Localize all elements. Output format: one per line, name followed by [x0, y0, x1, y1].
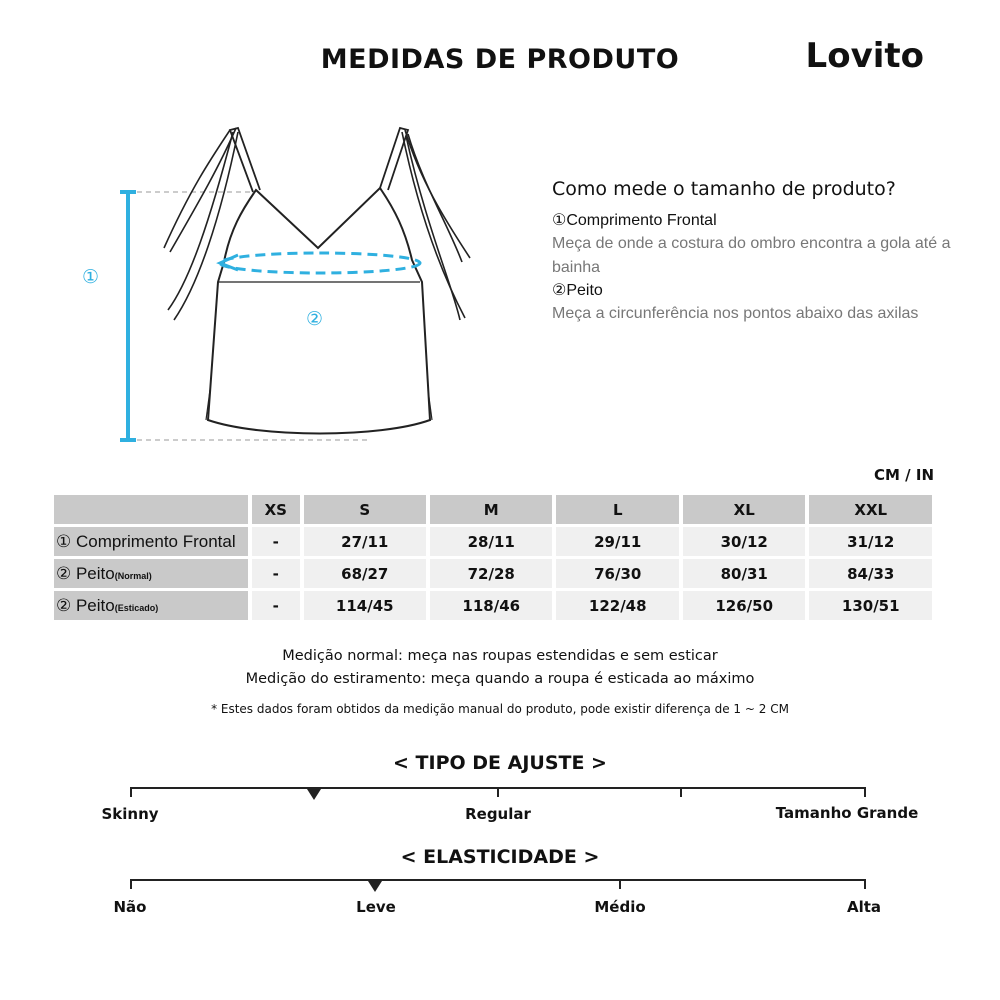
table-cell: 76/30 [556, 559, 678, 588]
row-label-text: ② Peito [56, 563, 115, 583]
elasticity-tick [864, 879, 866, 889]
chest-marker: ② [306, 308, 324, 330]
length-marker: ① [82, 266, 100, 288]
table-cell: - [252, 591, 300, 620]
elasticity-tick [130, 879, 132, 889]
instruction-title-length: ①Comprimento Frontal [552, 212, 717, 229]
instructions-heading: Como mede o tamanho de produto? [552, 178, 896, 200]
row-label [54, 527, 248, 556]
column-header: S [304, 495, 426, 524]
measure-instructions [552, 178, 962, 326]
table-cell: 31/12 [809, 527, 932, 556]
elasticity-label-light: Leve [356, 898, 396, 916]
instruction-title-chest: ②Peito [552, 282, 603, 299]
instruction-desc-length: Meça de onde a costura do ombro encontra a gola até a bainha [552, 235, 951, 276]
table-row [54, 527, 932, 556]
fit-label-skinny: Skinny [101, 805, 159, 823]
table-corner [54, 495, 248, 524]
column-header: XL [683, 495, 805, 524]
garment-illustration [60, 120, 500, 460]
page-title: MEDIDAS DE PRODUTO [320, 44, 680, 75]
note-normal: Medição normal: meça nas roupas estendidas e sem esticar [282, 648, 718, 664]
elasticity-tick [619, 879, 621, 889]
table-cell: 30/12 [683, 527, 805, 556]
table-cell: 27/11 [304, 527, 426, 556]
elasticity-level-pointer [368, 881, 382, 892]
elasticity-label-high: Alta [846, 898, 882, 916]
row-label-sub: (Esticado) [114, 602, 159, 613]
table-cell: 114/45 [304, 591, 426, 620]
table-cell: 28/11 [430, 527, 552, 556]
table-cell: 29/11 [556, 527, 678, 556]
note-stretched: Medição do estiramento: meça quando a roupa é esticada ao máximo [245, 671, 755, 687]
row-label-sub: (Normal) [114, 570, 152, 581]
table-cell: 130/51 [809, 591, 932, 620]
fit-title: < TIPO DE AJUSTE > [393, 752, 607, 774]
table-cell: 118/46 [430, 591, 552, 620]
fit-label-large: Tamanho Grande [775, 804, 919, 822]
brand-logo: Lovito [805, 36, 924, 76]
size-table [50, 492, 936, 623]
row-label [54, 559, 248, 588]
row-label [54, 591, 248, 620]
table-cell: 80/31 [683, 559, 805, 588]
measurement-notes [0, 645, 1000, 691]
column-header: L [556, 495, 678, 524]
fit-level-pointer [307, 789, 321, 800]
elasticity-label-medium: Médio [594, 898, 646, 916]
footnote: * Estes dados foram obtidos da medição manual do produto, pode existir diferença de 1 ~ 2 CM [211, 702, 789, 716]
row-label-text: ② Peito [56, 595, 115, 615]
fit-label-regular: Regular [465, 805, 531, 823]
fit-tick [680, 787, 682, 797]
elasticity-label-none: Não [113, 898, 147, 916]
elasticity-title: < ELASTICIDADE > [400, 846, 600, 868]
units-label: CM / IN [874, 466, 934, 484]
table-cell: 126/50 [683, 591, 805, 620]
instruction-desc-chest: Meça a circunferência nos pontos abaixo das axilas [552, 305, 919, 322]
table-cell: 72/28 [430, 559, 552, 588]
column-header: XS [252, 495, 300, 524]
column-header: XXL [809, 495, 932, 524]
table-cell: - [252, 527, 300, 556]
fit-tick [864, 787, 866, 797]
fit-tick [497, 787, 499, 797]
table-header-row [54, 495, 932, 524]
camisole-drawing [60, 120, 500, 460]
table-cell: - [252, 559, 300, 588]
table-row [54, 559, 932, 588]
table-row [54, 591, 932, 620]
elasticity-scale-line [130, 879, 866, 881]
table-cell: 68/27 [304, 559, 426, 588]
table-cell: 122/48 [556, 591, 678, 620]
column-header: M [430, 495, 552, 524]
fit-tick [130, 787, 132, 797]
table-cell: 84/33 [809, 559, 932, 588]
row-label-text: ① Comprimento Frontal [56, 531, 236, 551]
